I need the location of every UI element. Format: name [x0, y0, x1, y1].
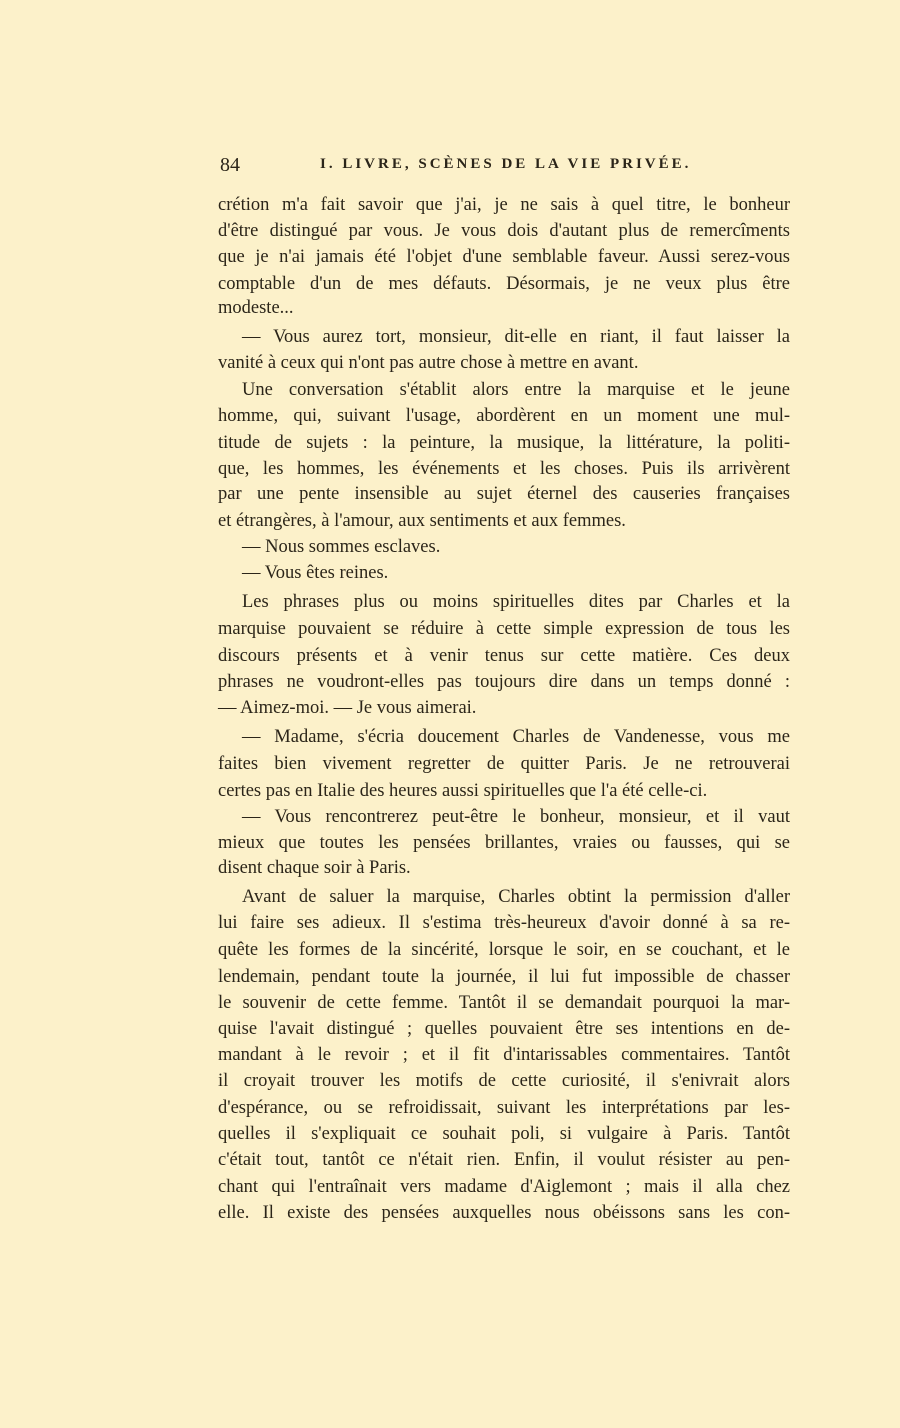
text-line: comptable d'un de mes défauts. Désormais, je ne veux plus être [218, 274, 790, 294]
text-line: mieux que toutes les pensées brillantes, vraies ou fausses, qui se [218, 833, 790, 853]
text-line: chant qui l'entraînait vers madame d'Aiglemont ; mais il alla chez [218, 1177, 790, 1197]
text-line: marquise pouvaient se réduire à cette simple expression de tous les [218, 619, 790, 639]
text-line: — Madame, s'écria doucement Charles de Vandenesse, vous me [242, 727, 790, 747]
text-line: d'être distingué par vous. Je vous dois d'autant plus de remercîments [218, 221, 790, 241]
text-line: quelles il s'expliquait ce souhait poli, si vulgaire à Paris. Tantôt [218, 1124, 790, 1144]
text-line: vanité à ceux qui n'ont pas autre chose à mettre en avant. [218, 353, 639, 373]
text-line: modeste... [218, 298, 294, 318]
text-line: — Vous aurez tort, monsieur, dit-elle en riant, il faut laisser la [242, 327, 790, 347]
text-line: quête les formes de la sincérité, lorsque le soir, en se couchant, et le [218, 940, 790, 960]
page-number: 84 [220, 154, 240, 176]
text-line: que, les hommes, les événements et les choses. Puis ils arrivèrent [218, 459, 790, 479]
text-line: homme, qui, suivant l'usage, abordèrent en un moment une mul- [218, 406, 790, 426]
text-line: lendemain, pendant toute la journée, il lui fut impossible de chasser [218, 967, 790, 987]
text-line: lui faire ses adieux. Il s'estima très-heureux d'avoir donné à sa re- [218, 913, 790, 933]
text-line: certes pas en Italie des heures aussi spirituelles que l'a été celle-ci. [218, 781, 708, 801]
text-line: titude de sujets : la peinture, la musique, la littérature, la politi- [218, 433, 790, 453]
text-line: disent chaque soir à Paris. [218, 858, 411, 878]
text-line: crétion m'a fait savoir que j'ai, je ne sais à quel titre, le bonheur [218, 195, 790, 215]
text-line: par une pente insensible au sujet éternel des causeries françaises [218, 484, 790, 504]
text-line: faites bien vivement regretter de quitter Paris. Je ne retrouverai [218, 754, 790, 774]
text-line: que je n'ai jamais été l'objet d'une semblable faveur. Aussi serez-vous [218, 247, 790, 267]
text-line: Avant de saluer la marquise, Charles obtint la permission d'aller [242, 887, 790, 907]
text-line: le souvenir de cette femme. Tantôt il se demandait pourquoi la mar- [218, 993, 790, 1013]
running-title: I. LIVRE, SCÈNES DE LA VIE PRIVÉE. [320, 156, 692, 172]
text-line: et étrangères, à l'amour, aux sentiments et aux femmes. [218, 511, 626, 531]
text-line: discours présents et à venir tenus sur cette matière. Ces deux [218, 646, 790, 666]
text-line: — Aimez-moi. — Je vous aimerai. [218, 698, 477, 718]
text-line: elle. Il existe des pensées auxquelles nous obéissons sans les con- [218, 1203, 790, 1223]
text-line: — Nous sommes esclaves. [242, 537, 441, 557]
text-line: Une conversation s'établit alors entre la marquise et le jeune [242, 380, 790, 400]
text-line: Les phrases plus ou moins spirituelles dites par Charles et la [242, 592, 790, 612]
text-line: — Vous êtes reines. [242, 563, 389, 583]
text-line: phrases ne voudront-elles pas toujours dire dans un temps donné : [218, 672, 790, 692]
text-line: il croyait trouver les motifs de cette curiosité, il s'enivrait alors [218, 1071, 790, 1091]
text-line: quise l'avait distingué ; quelles pouvaient être ses intentions en de- [218, 1019, 790, 1039]
text-line: d'espérance, ou se refroidissait, suivant les interprétations par les- [218, 1098, 790, 1118]
text-line: mandant à le revoir ; et il fit d'intarissables commentaires. Tantôt [218, 1045, 790, 1065]
text-line: — Vous rencontrerez peut-être le bonheur, monsieur, et il vaut [242, 807, 790, 827]
text-line: c'était tout, tantôt ce n'était rien. Enfin, il voulut résister au pen- [218, 1150, 790, 1170]
